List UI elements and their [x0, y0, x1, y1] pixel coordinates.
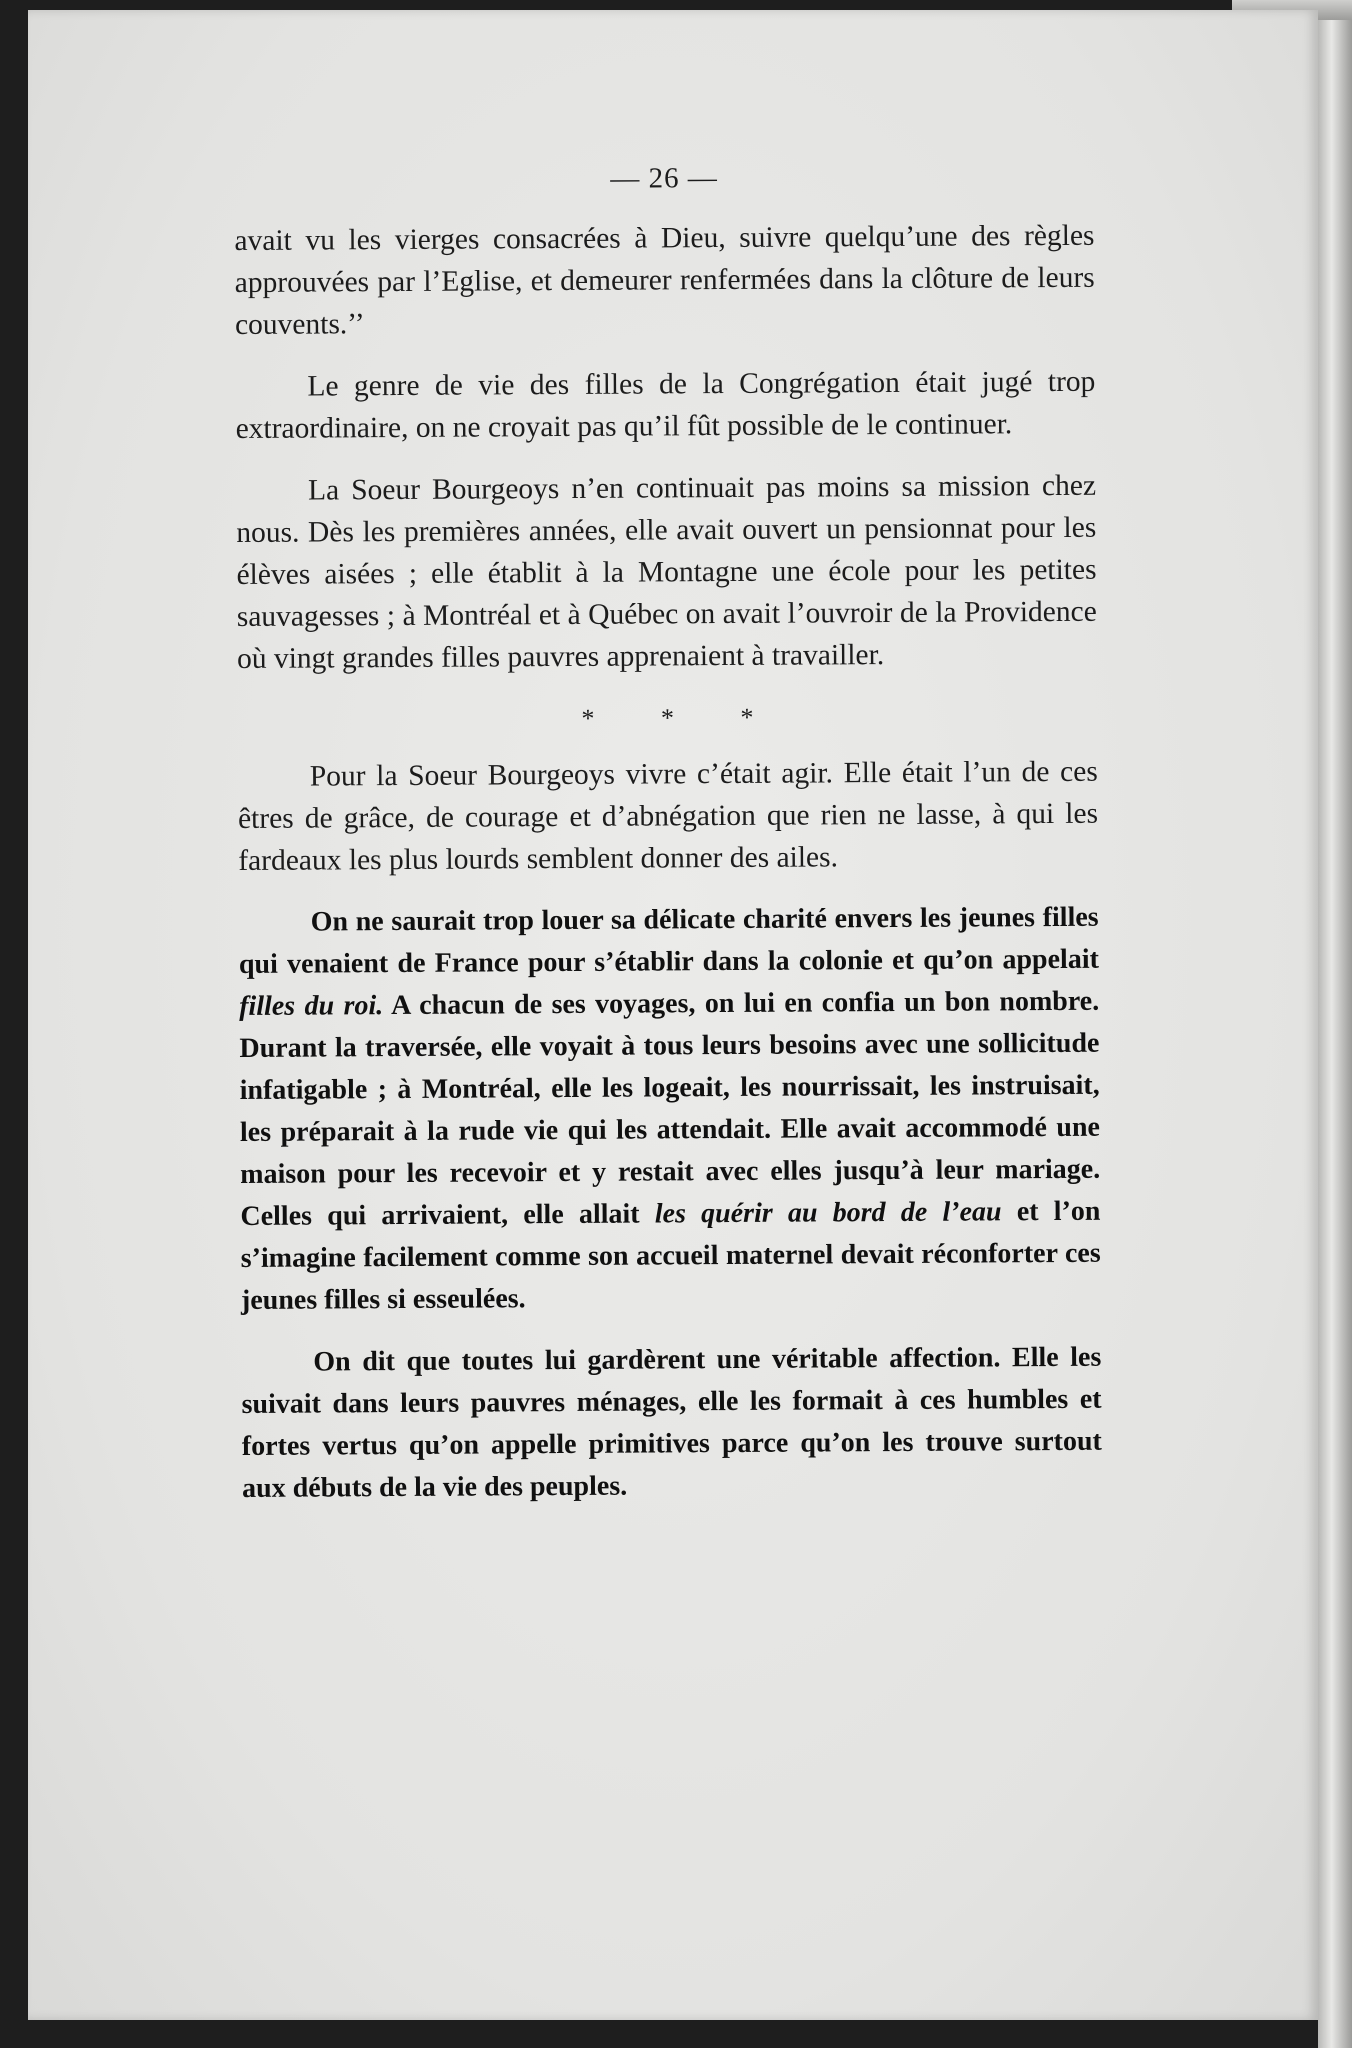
paragraph-5	[239, 897, 1102, 1322]
paragraph-2: Le genre de vie des filles de la Congrégation était jugé trop extraordinaire, on ne croyait pas qu’il fût possible de le continuer.	[235, 365, 1096, 445]
section-separator: * * *	[581, 702, 784, 733]
paragraph-3: La Soeur Bourgeoys n’en continuait pas moins sa mission chez nous. Dès les premières années, elle avait ouvert un pensionnat pour les élèves aisées ; elle établit à la Montagne une école pour les petites sauvagesses ; à Montréal et à Québec on avait l’ouvroir de la Providence où vingt grandes filles pauvres apprenaient à travailler.	[236, 469, 1097, 675]
book-page-edge	[1318, 20, 1352, 2048]
paragraph-1: avait vu les vierges consacrées à Dieu, suivre quelqu’une des règles approuvées par l’Eglise, et demeurer renfermées dans la clôture de leurs couvents.’’	[234, 219, 1095, 341]
page-number: — 26 —	[610, 162, 718, 195]
paragraph-4: Pour la Soeur Bourgeoys vivre c’était agir. Elle était l’un de ces êtres de grâce, de courage et d’abnégation que rien ne lasse, à qui les fardeaux les plus lourds semblent donner des ailes.	[237, 755, 1099, 877]
page-text	[234, 155, 1102, 1530]
paragraph-5-part-2: A chacun de ses voyages, on lui en confia un bon nombre. Durant la traversée, elle voyait à tous leurs besoins avec une sollicitude infatigable ; à Montréal, elle les logeait, les nourrissait, les instruisait, les préparait à la rude vie qui les attendait. Elle avait accommodé une maison pour les recevoir et y restait avec elles jusqu’à leur mariage. Celles qui arrivaient, elle allait	[239, 985, 1101, 1232]
paragraph-5-italic-2: les quérir au bord de l’eau	[654, 1196, 1002, 1230]
paragraph-5-part-1: On ne saurait trop louer sa délicate charité envers les jeunes filles qui venaient de France pour s’établir dans la colonie et qu’on appelait	[238, 901, 1099, 980]
paragraph-5-italic-1: filles du roi.	[239, 990, 384, 1022]
paragraph-5-part-3: et l’on s’imagine facilement comme son accueil maternel devait réconforter ces jeunes filles si esseulées.	[240, 1195, 1101, 1316]
paragraph-6: On dit que toutes lui gardèrent une véritable affection. Elle les suivait dans leurs pauvres ménages, elle les formait à ces humbles et fortes vertus qu’on appelle primitives parce qu’on les trouve surtout aux débuts de la vie des peuples.	[241, 1341, 1102, 1504]
